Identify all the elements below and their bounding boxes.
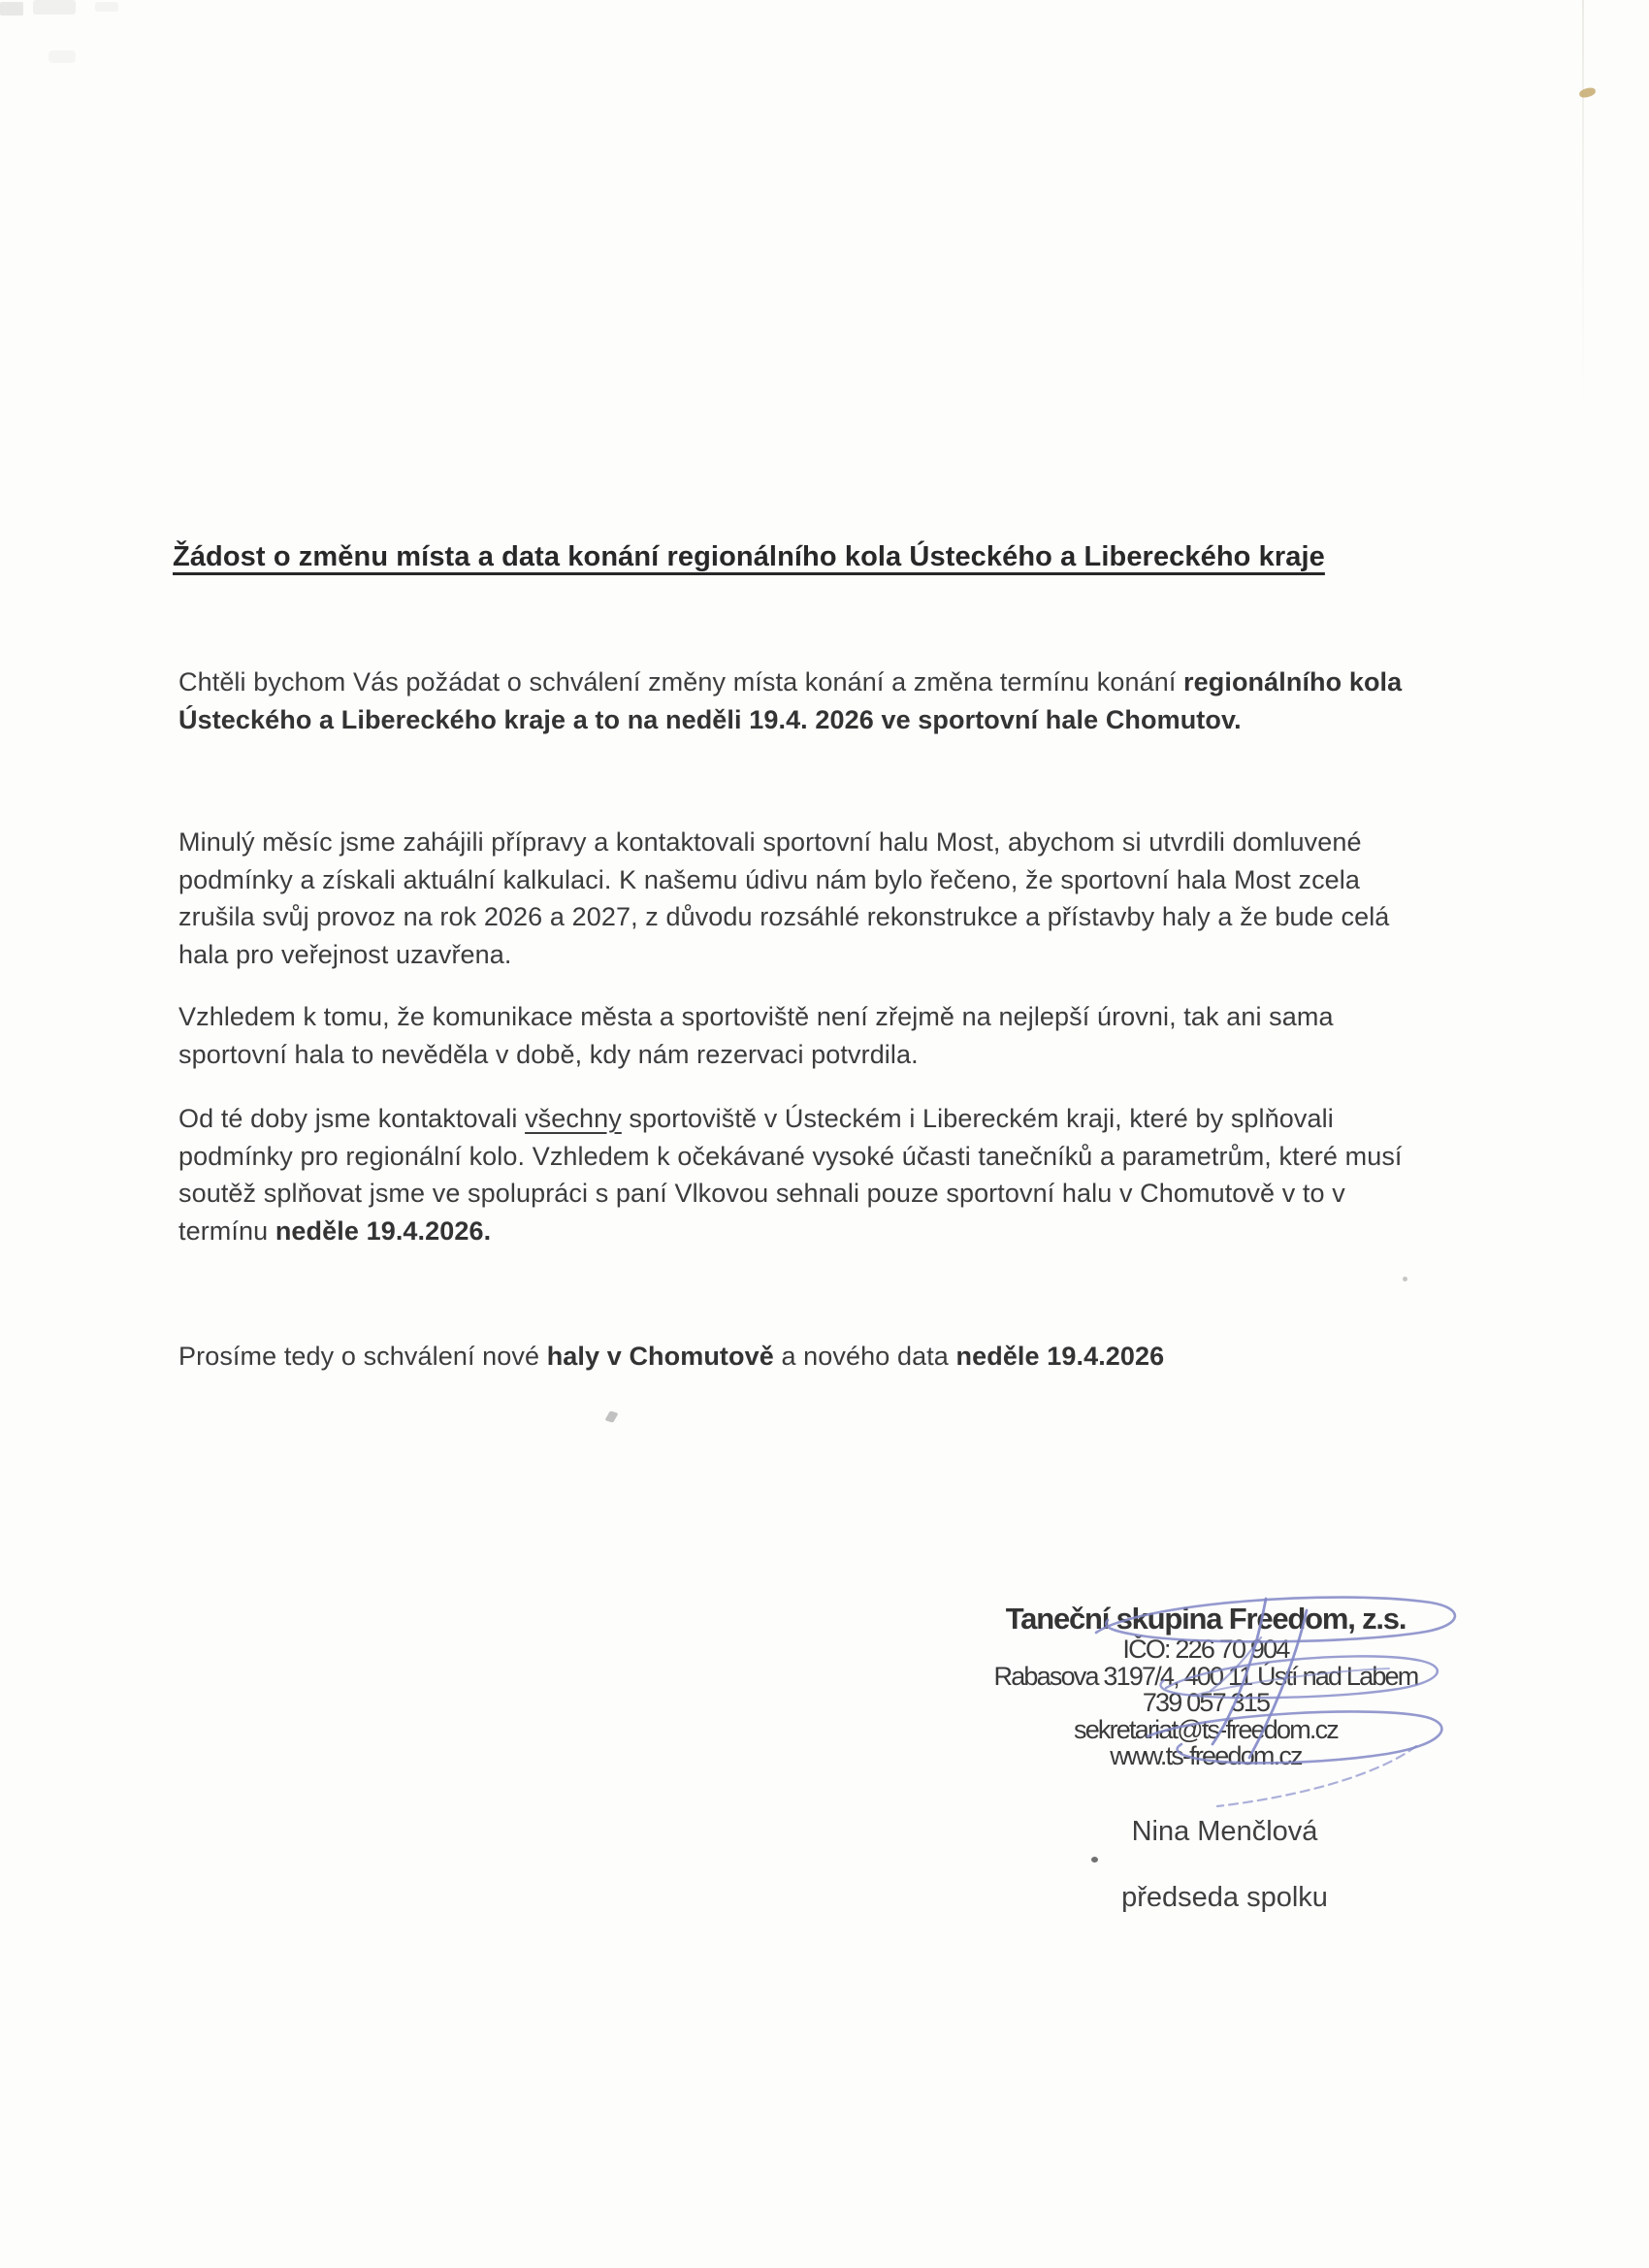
stamp-address: Rabasova 3197/4, 400 11 Ústí nad Labem: [993, 1661, 1418, 1691]
paragraph-approval-pre: Prosíme tedy o schválení nové: [178, 1342, 547, 1371]
letter-title: Žádost o změnu místa a data konání regionálního kola Ústeckého a Libereckého kraje: [173, 541, 1325, 572]
stamp-ico: IČO: 226 70 904: [1122, 1635, 1289, 1664]
paragraph-communication: Vzhledem k tomu, že komunikace města a sportoviště není zřejmě na nejlepší úrovni, tak ani sama sportovní hala to nevěděla v době, kdy nám rezervaci potvrdila.: [178, 1002, 1334, 1069]
stamp-email: sekretariat@ts-freedom.cz: [1074, 1714, 1338, 1744]
handwritten-signature: [1048, 1571, 1513, 1843]
corner-smudge: [33, 0, 76, 15]
paragraph-search-pre: Od té doby jsme kontaktovali: [178, 1104, 526, 1133]
paragraph-search-mid: sportoviště v Ústeckém i Libereckém kraji, které by splňovali podmínky pro regionální kolo. Vzhledem k očekávané vysoké účasti tanečníků a parametrům, které musí soutěž splňovat jsme ve spolupráci s paní Vlkovou sehnali pouze sportovní halu v Chomutově v to v termínu: [178, 1104, 1403, 1246]
paragraph-approval-place: haly v Chomutově: [546, 1342, 774, 1371]
paragraph-search: [178, 1100, 1412, 1249]
paragraph-request-bold: regionálního kola Ústeckého a Libereckého kraje a to na neděli 19.4. 2026 ve sportovní hale Chomutov.: [178, 667, 1403, 734]
ink-fleck: [1403, 1277, 1407, 1281]
paragraph-approval-request: [178, 1338, 1412, 1376]
paragraph-search-underlined: všechny: [525, 1104, 622, 1133]
ink-fleck: [1091, 1857, 1098, 1863]
stamp-website: www.ts-freedom.cz: [1110, 1741, 1302, 1770]
stamp-phone: 739 057 315: [1142, 1688, 1270, 1717]
corner-smudge: [95, 2, 118, 12]
corner-smudge: [0, 2, 23, 16]
paragraph-search-bold-date: neděle 19.4.2026.: [275, 1215, 492, 1246]
corner-smudge: [48, 50, 76, 63]
ink-fleck: [604, 1410, 618, 1423]
paragraph-request-normal: Chtěli bychom Vás požádat o schválení změny místa konání a změna termínu konání: [178, 667, 1184, 697]
stamp-organization-name: Taneční skupina Freedom, z.s.: [1005, 1602, 1406, 1636]
paragraph-most-hall: Minulý měsíc jsme zahájili přípravy a kontaktovali sportovní halu Most, abychom si utvrdili domluvené podmínky a získali aktuální kalkulaci. K našemu údivu nám bylo řečeno, že sportovní hala Most zcela zrušila svůj provoz na rok 2026 a 2027, z důvodu rozsáhlé rekonstrukce a přístavby haly a že bude celá hala pro veřejnost uzavřena.: [178, 827, 1390, 969]
scanner-streak: [1582, 0, 1584, 407]
signatory-name: Nina Menčlová: [1131, 1816, 1318, 1847]
paragraph-approval-date: neděle 19.4.2026: [955, 1342, 1165, 1371]
paragraph-request: [178, 664, 1412, 738]
paragraph-approval-mid: a nového data: [773, 1342, 956, 1371]
signatory-role: předseda spolku: [1121, 1882, 1328, 1913]
